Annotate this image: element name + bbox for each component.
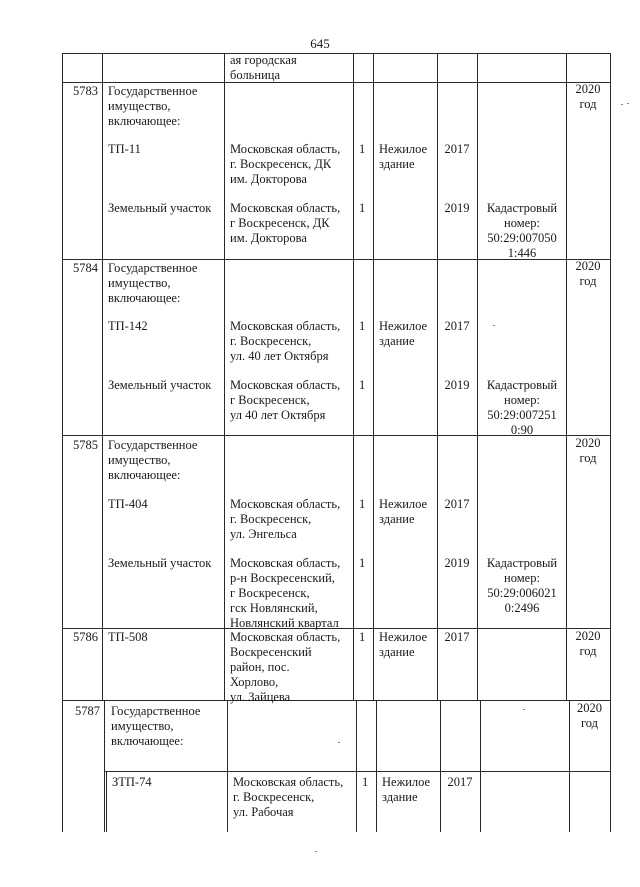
record-note: 2020 год [575, 629, 601, 658]
record-number: 5785 [73, 438, 98, 452]
item-year: 2019 [444, 556, 470, 570]
record-heading: Государственное имущество, включающее: [111, 704, 201, 748]
column-rule [376, 700, 377, 832]
item-year: 2017 [444, 497, 470, 511]
item-name: ТП-404 [108, 497, 148, 511]
column-rule [480, 700, 481, 832]
scan-speck [621, 104, 623, 105]
item-name: Земельный участок [108, 378, 212, 392]
item-year: 2017 [447, 775, 473, 789]
record-note: 2020 год [575, 436, 601, 465]
record-note: 2020 год [577, 701, 602, 730]
column-rule [610, 700, 611, 832]
record-note: 2020 год [575, 259, 601, 288]
item-name: Земельный участок [108, 556, 212, 570]
item-quantity: 1 [359, 556, 366, 570]
row-rule [62, 53, 611, 54]
record-heading: Государственное имущество, включающее: [108, 84, 198, 128]
column-rule [610, 53, 611, 700]
item-address: Московская область, Воскресенский район, пос. Хорлово, ул. Зайцева [230, 630, 341, 704]
record-number: 5787 [75, 704, 100, 718]
row-rule [105, 771, 611, 772]
item-type: Нежилое здание [379, 630, 428, 659]
item-name: ТП-11 [108, 142, 141, 156]
column-rule [102, 53, 103, 700]
item-name: Земельный участок [108, 201, 212, 215]
item-address: Московская область, г Воскресенск, ДК им. Докторова [230, 201, 341, 245]
row-rule [62, 82, 611, 83]
item-address: Московская область, г. Воскресенск, ДК им. Докторова [230, 142, 341, 186]
item-quantity: 1 [359, 630, 366, 644]
item-type: Нежилое здание [379, 497, 428, 526]
item-year: 2019 [444, 201, 470, 215]
item-quantity: 1 [359, 378, 366, 392]
item-year: 2019 [444, 378, 470, 392]
record-number: 5784 [73, 261, 98, 275]
record-note: 2020 год [575, 82, 601, 111]
scan-speck [493, 325, 495, 326]
scan-speck [523, 709, 525, 710]
column-rule [224, 53, 225, 700]
item-year: 2017 [444, 142, 470, 156]
item-address: Московская область, г Воскресенск, ул 40 лет Октября [230, 378, 341, 422]
column-rule [356, 700, 357, 832]
column-rule [566, 53, 567, 700]
item-type: Нежилое здание [379, 142, 428, 171]
item-cadastral: Кадастровый номер: 50:29:007251 0:90 [486, 378, 558, 437]
item-quantity: 1 [362, 775, 369, 789]
record-heading: Государственное имущество, включающее: [108, 261, 198, 305]
scan-speck [338, 742, 340, 743]
column-rule [227, 700, 228, 832]
item-quantity: 1 [359, 497, 366, 511]
item-name: ТП-508 [108, 630, 148, 644]
item-name: ЗТП-74 [112, 775, 152, 789]
column-rule [353, 53, 354, 700]
item-name: ТП-142 [108, 319, 148, 333]
column-rule [440, 700, 441, 832]
item-address: Московская область, р-н Воскресенский, г Воскресенск, гск Новлянский, Новлянский квартал [230, 556, 341, 630]
column-rule [104, 700, 105, 832]
scan-speck [315, 851, 317, 852]
column-rule [62, 53, 63, 700]
item-type: Нежилое здание [379, 319, 428, 348]
item-address: Московская область, г. Воскресенск, ул. 40 лет Октября [230, 319, 341, 363]
item-year: 2017 [444, 319, 470, 333]
record-heading: Государственное имущество, включающее: [108, 438, 198, 482]
column-rule [373, 53, 374, 700]
item-cadastral: Кадастровый номер: 50:29:007050 1:446 [486, 201, 558, 260]
column-rule [62, 700, 63, 832]
item-address: Московская область, г. Воскресенск, ул. Энгельса [230, 497, 341, 541]
item-year: 2017 [444, 630, 470, 644]
item-quantity: 1 [359, 201, 366, 215]
item-type: Нежилое здание [382, 775, 431, 804]
record-number: 5783 [73, 84, 98, 98]
continued-address-text: ая городская больница [230, 53, 297, 82]
scan-speck [627, 103, 629, 104]
record-number: 5786 [73, 630, 98, 644]
item-address: Московская область, г. Воскресенск, ул. Рабочая [233, 775, 344, 819]
item-quantity: 1 [359, 319, 366, 333]
item-quantity: 1 [359, 142, 366, 156]
page-number: 645 [310, 36, 330, 51]
item-cadastral: Кадастровый номер: 50:29:006021 0:2496 [486, 556, 558, 615]
column-rule [106, 771, 107, 832]
